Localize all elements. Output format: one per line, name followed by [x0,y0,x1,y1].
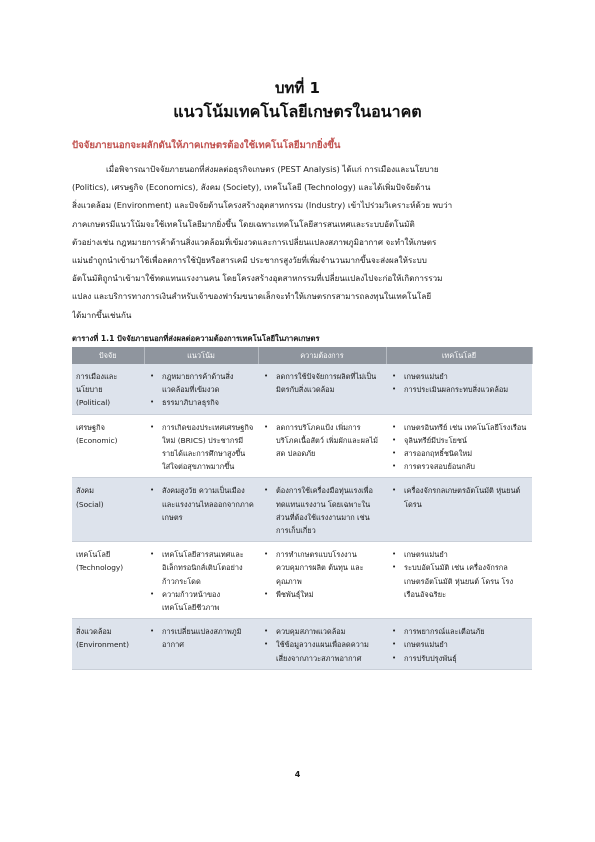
factor-label-en: (Economic) [76,435,118,445]
technology-cell [386,478,532,542]
factor-cell [72,542,144,619]
list-item: • ควบคุมสภาพแวดล้อม [262,625,382,638]
table-row [72,414,532,478]
paragraph-line: สิ่งแวดล้อม (Environment) และปัจจัยด้านโครงสร้างอุตสาหกรรม (Industry) เข้าไปร่วมวิเคราะห์ด้วย พบว่า [72,200,453,211]
trend-cell [144,364,258,414]
list-item: • การปรับปรุงพันธุ์ [390,652,528,665]
factor-cell [72,619,144,670]
trend-cell [144,478,258,542]
list-item: • ใช้ข้อมูลวางแผนเพื่อลดความเสี่ยงจากภาวะสภาพอากาศ [262,638,382,664]
list-item: • สารออกฤทธิ์ชนิดใหม่ [390,447,528,460]
list-item: • การพยากรณ์และเตือนภัย [390,625,528,638]
list-item: • การทำเกษตรแบบโรงงาน ควบคุมการผลิต ต้นทุน และคุณภาพ [262,548,382,588]
factor-label-en: (Environment) [76,640,129,650]
factor-label-en: (Political) [76,398,111,408]
list-item: • เกษตรแม่นยำ [390,638,528,651]
factors-table [72,347,533,670]
paragraph-line: แปลง และบริการทางการเงินสำหรับเจ้าของฟาร์มขนาดเล็กจะทำให้เกษตรกรสามารถลงทุนในเทคโนโลยี [72,291,432,302]
page-number: 4 [294,770,301,779]
table-header-row [72,347,532,364]
list-item: • ลดการบริโภคแป้ง เพิ่มการบริโภคเนื้อสัตว์ เพิ่มผักและผลไม้สด ปลอดภัย [262,421,382,461]
list-item: • ต้องการใช้เครื่องมือทุ่นแรงเพื่อทดแทนแรงงาน โดยเฉพาะในส่วนที่ต้องใช้แรงงานมาก เช่น การเก็บเกี่ยว [262,484,382,537]
need-cell [258,619,386,670]
trend-cell [144,542,258,619]
body-paragraph [72,160,524,324]
paragraph-line: ตัวอย่างเช่น กฎหมายการค้าด้านสิ่งแวดล้อมที่เข้มงวดและการเปลี่ยนแปลงสภาพภูมิอากาศ จะทำให้เกษตร [72,236,437,247]
need-cell [258,364,386,414]
factor-label-en: (Social) [76,499,104,509]
list-item: • ลดการใช้ปัจจัยการผลิตที่ไม่เป็นมิตรกับสิ่งแวดล้อม [262,370,382,396]
need-cell [258,414,386,478]
table-row [72,364,532,414]
header-trend: แนวโน้ม [144,347,258,364]
list-item: • เทคโนโลยีสารสนเทศและอิเล็กทรอนิกส์เติบโตอย่างก้าวกระโดด [148,548,254,588]
need-cell [258,542,386,619]
technology-cell [386,619,532,670]
chapter-title: แนวโน้มเทคโนโลยีเกษตรในอนาคต [173,102,422,121]
factor-label: เศรษฐกิจ [76,422,105,432]
list-item: • สังคมสูงวัย ความเป็นเมือง และแรงงานไหลออกจากภาคเกษตร [148,484,254,524]
header-technology: เทคโนโลยี [386,347,532,364]
table-row [72,619,532,670]
list-item: • เครื่องจักรกลเกษตรอัตโนมัติ หุ่นยนต์ โดรน [390,484,528,510]
paragraph-line: ภาคเกษตรมีแนวโน้มจะใช้เทคโนโลยีมากยิ่งขึ้น โดยเฉพาะเทคโนโลยีสารสนเทศและระบบอัตโนมัติ [72,218,415,229]
list-item: • จุลินทรีย์มีประโยชน์ [390,434,528,447]
paragraph-line: ได้มากขึ้นเช่นกัน [72,309,132,320]
trend-cell [144,619,258,670]
chapter-number: บทที่ 1 [275,79,320,97]
trend-cell [144,414,258,478]
factor-label: เทคโนโลยี [76,550,111,560]
factor-cell [72,414,144,478]
need-cell [258,478,386,542]
factor-label: สิ่งแวดล้อม [76,627,112,637]
list-item: • พืชพันธุ์ใหม่ [262,588,382,601]
list-item: • เกษตรอินทรีย์ เช่น เทคโนโลยีโรงเรือน [390,421,528,434]
header-need: ความต้องการ [258,347,386,364]
table-row [72,542,532,619]
paragraph-line: อัตโนมัติถูกนำเข้ามาใช้ทดแทนแรงงานคน โดยโครงสร้างอุตสาหกรรมที่เปลี่ยนแปลงไปจะก่อให้เกิดการรวม [72,273,443,284]
factor-label: สังคม [76,486,94,496]
list-item: • การประเมินผลกระทบสิ่งแวดล้อม [390,383,528,396]
header-factor: ปัจจัย [72,347,144,364]
list-item: • ความก้าวหน้าของเทคโนโลยีชีวภาพ [148,588,254,614]
paragraph-line: (Politics), เศรษฐกิจ (Economics), สังคม (Society), เทคโนโลยี (Technology) และได้เพิ่มปัจจัยด้าน [72,182,431,193]
paragraph-line: เมื่อพิจารณาปัจจัยภายนอกที่ส่งผลต่อธุรกิจเกษตร (PEST Analysis) ได้แก่ การเมืองและนโยบาย [106,164,439,174]
factor-cell [72,364,144,414]
list-item: • การเกิดของประเทศเศรษฐกิจใหม่ (BRICS) ประชากรมีรายได้และการศึกษาสูงขึ้น ใส่ใจต่อสุขภาพมากขึ้น [148,421,254,474]
list-item: • ระบบอัตโนมัติ เช่น เครื่องจักรกลเกษตรอัตโนมัติ หุ่นยนต์ โดรน โรงเรือนอัจฉริยะ [390,561,528,601]
technology-cell [386,414,532,478]
list-item: • กฎหมายการค้าด้านสิ่งแวดล้อมที่เข้มงวด [148,370,254,396]
list-item: • การเปลี่ยนแปลงสภาพภูมิอากาศ [148,625,254,651]
factor-label: การเมืองและนโยบาย [76,372,118,395]
paragraph-line: แม่นยำถูกนำเข้ามาใช้เพื่อลดการใช้ปุ๋ยหรือสารเคมี ประชากรสูงวัยที่เพิ่มจำนวนมากขึ้นจะส่งผลให้ระบบ [72,254,427,265]
technology-cell [386,364,532,414]
table-row [72,478,532,542]
list-item: • เกษตรแม่นยำ [390,370,528,383]
section-heading: ปัจจัยภายนอกจะผลักดันให้ภาคเกษตรต้องใช้เทคโนโลยีมากยิ่งขึ้น [72,140,341,151]
factor-label-en: (Technology) [76,563,124,573]
technology-cell [386,542,532,619]
table-caption: ตารางที่ 1.1 ปัจจัยภายนอกที่ส่งผลต่อความต้องการเทคโนโลยีในภาคเกษตร [72,334,320,343]
factor-cell [72,478,144,542]
list-item: • การตรวจสอบย้อนกลับ [390,460,528,473]
list-item: • เกษตรแม่นยำ [390,548,528,561]
list-item: • ธรรมาภิบาลธุรกิจ [148,396,254,409]
